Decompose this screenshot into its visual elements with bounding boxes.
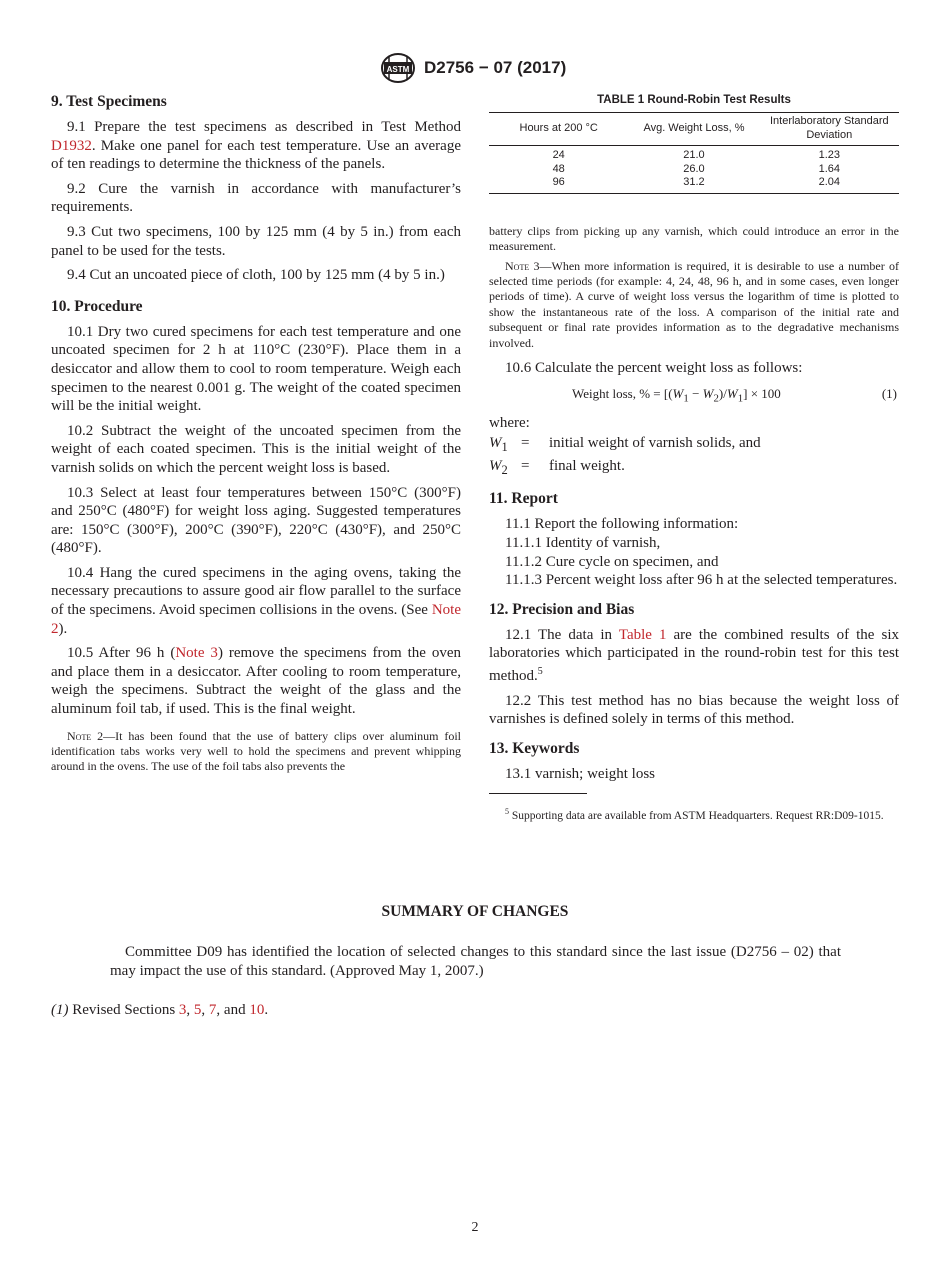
summary-of-changes-text: Committee D09 has identified the location of selected changes to this standard since the last issue (D2756 – 02) that may impact the use of this standard. (Approved May 1, 2007.) [110, 944, 841, 979]
table-1-caption: TABLE 1 Round-Robin Test Results [597, 94, 791, 106]
section-7-link[interactable]: 7 [208, 1002, 217, 1018]
paragraph-10-5: 10.5 After 96 h (Note 3) remove the specimens from the oven and place them in a desiccator. After cooling to room temperature, weigh the specimens. Subtract the weight of the glass and the aluminum foil tab, if used. This is the final weight. [51, 645, 461, 718]
table-cell: 21.0 [683, 149, 705, 161]
note-3: Note 3—When more information is required, it is desirable to use a number of selected time periods (for example: 4, 24, 48, 96 h, and in some cases, even longer periods of time). A curve of weight loss versus the logarithm of time is plotted to show the instantaneous rate of the loss. A comparison of the initial rate and subsequent or final rate provides information as to the degradative mechanisms involved. [489, 258, 899, 350]
table-row [489, 176, 899, 193]
section-3-link[interactable]: 3 [178, 1002, 187, 1018]
paragraph-12-2: 12.2 This test method has no bias because the weight loss of varnishes is defined solely in terms of this method. [489, 692, 899, 728]
section-13-heading: 13. Keywords [489, 739, 580, 757]
paragraph-10-6: 10.6 Calculate the percent weight loss as follows: [505, 360, 803, 377]
weight-loss-equation [489, 380, 899, 408]
header-std-deviation: Interlaboratory Standard Deviation [769, 115, 889, 141]
equation-number: (1) [881, 385, 897, 401]
d1932-link[interactable]: D1932 [51, 137, 92, 154]
table-row [489, 163, 899, 177]
revised-sections-item: (1) Revised Sections 3, 5, 7, and 10. [51, 1002, 269, 1018]
definition-w1: $W_1$ = initial weight of varnish solids, and [489, 435, 761, 455]
paragraph-13-1: 13.1 varnish; weight loss [505, 765, 655, 782]
where-label: where: [489, 414, 530, 431]
table-header-row [489, 113, 899, 146]
paragraph-9-4: 9.4 Cut an uncoated piece of cloth, 100 by 125 mm (4 by 5 in.) [67, 267, 445, 284]
table-cell: 2.04 [818, 176, 840, 189]
footnote-divider [489, 793, 587, 794]
table-row [489, 146, 899, 163]
table-cell: 1.64 [818, 162, 840, 175]
equation-body: Weight loss, % = $[(W_1 - W_2)/W_1] \times 100$ [572, 385, 781, 405]
footnote-5-ref: 5 [537, 665, 543, 677]
table-cell: 31.2 [683, 176, 705, 189]
section-10-heading: 10. Procedure [51, 297, 143, 315]
note-2-continued: battery clips from picking up any varnish, which could introduce an error in the measurement. [489, 223, 899, 254]
note-3-link[interactable]: Note 3 [175, 645, 218, 662]
section-12-heading: 12. Precision and Bias [489, 600, 635, 618]
paragraph-11-1-3: 11.1.3 Percent weight loss after 96 h at the selected temperatures. [505, 572, 898, 589]
summary-of-changes-title: SUMMARY OF CHANGES [381, 903, 569, 920]
left-column [51, 92, 461, 779]
table-cell: 1.23 [818, 149, 840, 161]
table-cell: 96 [552, 176, 565, 189]
right-column [489, 92, 899, 824]
paragraph-10-2: 10.2 Subtract the weight of the uncoated specimen from the weight of each coated specimen. This is the initial weight of the varnish solids on which the percent weight loss is based. [51, 422, 461, 476]
paragraph-9-3: 9.3 Cut two specimens, 100 by 125 mm (4 by 5 in.) from each panel to be used for the tests. [51, 223, 461, 259]
table-cell: 24 [552, 149, 565, 161]
table-cell: 48 [552, 162, 565, 175]
document-designation: D2756 − 07 (2017) [424, 58, 567, 77]
section-11-heading: 11. Report [489, 490, 558, 508]
paragraph-10-3: 10.3 Select at least four temperatures between 150°C (300°F) and 250°C (480°F) for weight loss aging. Suggested temperatures are: 150°C (300°F), 200°C (390°F), 220°C (430°F), and 250°C (480°F). [51, 484, 461, 557]
paragraph-9-1: 9.1 Prepare the test specimens as described in Test Method D1932. Make one panel for each test temperature. Use an average of ten readings to determine the thickness of the panels. [51, 119, 461, 173]
paragraph-10-4: 10.4 Hang the cured specimens in the aging ovens, taking the necessary precautions to assure good air flow parallel to the surface of the specimens. Avoid specimen collisions in the ovens. (See Note 2). [51, 564, 461, 637]
page-number: 2 [471, 1220, 479, 1235]
table-cell: 26.0 [683, 162, 705, 175]
section-9-heading: 9. Test Specimens [51, 93, 167, 110]
header-hours: Hours at 200 °C [519, 121, 598, 134]
note-2-link[interactable]: Note 2 [51, 602, 461, 637]
section-5-link[interactable]: 5 [193, 1002, 202, 1018]
table-1-link[interactable]: Table 1 [618, 626, 667, 643]
note-2: Note 2—It has been found that the use of battery clips over aluminum foil identification tabs works very well to hold the specimens and prevent whipping around in the ovens. The use of the foil tabs also prevents the [51, 728, 461, 774]
astm-logo-icon [380, 52, 416, 84]
paragraph-10-1: 10.1 Dry two cured specimens for each test temperature and one uncoated specimen for 2 h at 110°C (230°F). Place them in a desiccator and allow them to cool to room temperature. Weigh each specimen to the nearest 0.001 g. The weight of the coated specimen will be the initial weight. [51, 323, 461, 415]
header-avg-weight-loss: Avg. Weight Loss, % [643, 121, 745, 134]
logo-text: ASTM [386, 65, 410, 74]
footnote-5: $^5$ Supporting data are available from ASTM Headquarters. Request RR:D09-1015. [505, 807, 884, 823]
paragraph-11-1-1: 11.1.1 Identity of varnish, [505, 535, 661, 551]
round-robin-table [489, 112, 899, 194]
page-header [0, 52, 950, 86]
paragraph-11-1: 11.1 Report the following information: [505, 516, 739, 533]
paragraph-11-1-2: 11.1.2 Cure cycle on specimen, and [505, 553, 719, 570]
paragraph-9-2: 9.2 Cure the varnish in accordance with manufacturer’s requirements. [51, 180, 461, 216]
definition-w2: $W_2$ = final weight. [489, 457, 625, 477]
paragraph-12-1: 12.1 The data in Table 1 are the combined results of the six laboratories which participated in the round-robin test for this test method.$^5$ [489, 626, 899, 684]
section-10-link[interactable]: 10 [249, 1002, 265, 1018]
